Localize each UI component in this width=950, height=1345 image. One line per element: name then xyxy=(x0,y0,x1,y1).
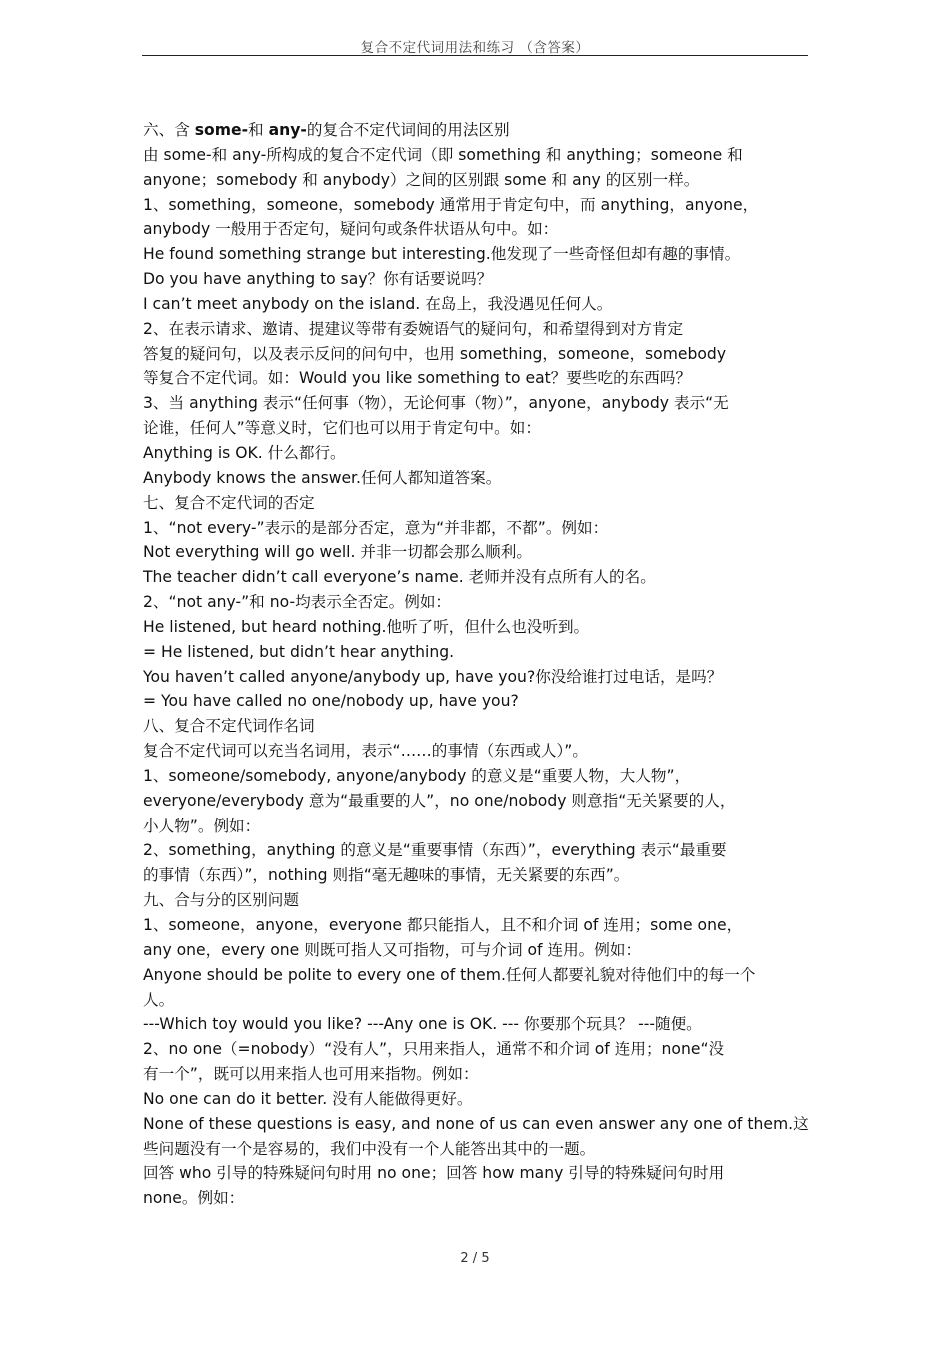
text-segment: 1、someone，anyone，everyone 都只能指人，且不和介词 of 连用；some one， xyxy=(143,916,743,934)
text-segment: Do you have anything to say？你有话要说吗？ xyxy=(143,270,493,289)
text-segment: = You have called no one/nobody up, have you? xyxy=(143,692,519,711)
text-segment: 1、something，someone，somebody 通常用于肯定句中，而 anything，anyone， xyxy=(143,195,759,214)
text-line xyxy=(143,764,811,789)
text-line xyxy=(143,838,811,863)
text-segment: The teacher didn’t call everyone’s name. 老师并没有点所有人的名。 xyxy=(143,568,656,587)
text-line xyxy=(143,516,811,541)
text-segment: 有一个”，既可以用来指人也可用来指物。例如： xyxy=(143,1065,479,1084)
text-segment: 六、含 xyxy=(143,121,195,139)
text-line xyxy=(143,1087,811,1112)
text-line xyxy=(143,615,811,640)
text-segment: Anyone should be polite to every one of them.任何人都要礼貌对待他们中的每一个 xyxy=(143,965,756,984)
text-segment: 和 xyxy=(248,121,269,139)
text-line xyxy=(143,466,811,491)
text-segment: any one，every one 则既可指人又可指物，可与介词 of 连用。例如： xyxy=(143,940,642,959)
text-line xyxy=(143,665,811,690)
text-line xyxy=(143,888,811,913)
text-line xyxy=(143,1012,811,1037)
text-line xyxy=(143,540,811,565)
text-segment: He listened, but heard nothing.他听了听，但什么也没听到。 xyxy=(143,617,590,636)
text-line xyxy=(143,143,811,168)
text-line xyxy=(143,193,811,218)
text-line xyxy=(143,217,811,242)
text-segment: I can’t meet anybody on the island. 在岛上，我没遇见任何人。 xyxy=(143,294,613,313)
text-segment: 些问题没有一个是容易的，我们中没有一个人能答出其中的一题。 xyxy=(143,1139,596,1158)
text-segment: Anybody knows the answer.任何人都知道答案。 xyxy=(143,468,502,487)
text-segment: 回答 who 引导的特殊疑问句时用 no one；回答 how many 引导的特殊疑问句时用 xyxy=(143,1164,725,1183)
text-segment: none。例如： xyxy=(143,1189,245,1208)
text-segment: 的复合不定代词间的用法区别 xyxy=(306,121,510,139)
text-line xyxy=(143,1112,811,1137)
text-line xyxy=(143,1037,811,1062)
text-line xyxy=(143,789,811,814)
text-segment: 由 some-和 any-所构成的复合不定代词（即 something 和 anything；someone 和 xyxy=(143,145,743,164)
text-segment: You haven’t called anyone/anybody up, have you?你没给谁打过电话，是吗？ xyxy=(143,667,723,686)
text-segment: 八、复合不定代词作名词 xyxy=(143,717,315,736)
text-line xyxy=(143,913,811,938)
text-line xyxy=(143,1062,811,1087)
bold-term: some- xyxy=(194,121,249,139)
text-line xyxy=(143,640,811,665)
text-line xyxy=(143,938,811,963)
text-segment: No one can do it better. 没有人能做得更好。 xyxy=(143,1089,473,1108)
text-segment: 1、someone/somebody, anyone/anybody 的意义是“重要人物，大人物”， xyxy=(143,766,691,785)
text-line xyxy=(143,366,811,391)
text-line xyxy=(143,988,811,1013)
text-line xyxy=(143,317,811,342)
text-line xyxy=(143,863,811,888)
text-segment: ---Which toy would you like? ---Any one is OK. --- 你要那个玩具？ ---随便。 xyxy=(143,1015,702,1034)
text-line xyxy=(143,267,811,292)
text-segment: anyone；somebody 和 anybody）之间的区别跟 some 和 any 的区别一样。 xyxy=(143,170,700,189)
text-line xyxy=(143,342,811,367)
text-line xyxy=(143,491,811,516)
text-segment: anybody 一般用于否定句，疑问句或条件状语从句中。如： xyxy=(143,220,559,239)
text-segment: 2、something，anything 的意义是“重要事情（东西）”，everything 表示“最重要 xyxy=(143,841,727,860)
text-line xyxy=(143,1137,811,1162)
header-divider xyxy=(142,55,808,56)
text-segment: 的事情（东西）”，nothing 则指“毫无趣味的事情，无关紧要的东西”。 xyxy=(143,866,630,885)
text-line xyxy=(143,168,811,193)
page-header-title: 复合不定代词用法和练习 （含答案） xyxy=(360,40,590,56)
text-segment: 1、“not every-”表示的是部分否定，意为“并非都，不都”。例如： xyxy=(143,518,609,537)
text-line xyxy=(143,242,811,267)
text-segment: None of these questions is easy, and none of us can even answer any one of them.这 xyxy=(143,1114,809,1133)
text-line xyxy=(143,739,811,764)
text-segment: = He listened, but didn’t hear anything. xyxy=(143,642,455,661)
bold-term: any- xyxy=(268,121,307,139)
text-segment: Not everything will go well. 并非一切都会那么顺利。 xyxy=(143,543,532,562)
text-line xyxy=(143,391,811,416)
text-segment: 答复的疑问句，以及表示反问的问句中，也用 something，someone，somebody xyxy=(143,344,727,363)
text-segment: everyone/everybody 意为“最重要的人”，no one/nobody 则意指“无关紧要的人， xyxy=(143,791,736,810)
text-segment: 2、no one（=nobody）“没有人”，只用来指人，通常不和介词 of 连用；none“没 xyxy=(143,1040,725,1059)
text-line xyxy=(143,441,811,466)
text-line xyxy=(143,689,811,714)
text-segment: 论谁，任何人”等意义时，它们也可以用于肯定句中。如： xyxy=(143,419,541,438)
text-line xyxy=(143,1161,811,1186)
text-line xyxy=(143,118,811,143)
text-line xyxy=(143,814,811,839)
text-segment: 3、当 anything 表示“任何事（物），无论何事（物）”，anyone，anybody 表示“无 xyxy=(143,394,729,413)
text-line xyxy=(143,963,811,988)
text-segment: He found something strange but interesting.他发现了一些奇怪但却有趣的事情。 xyxy=(143,245,741,264)
text-line xyxy=(143,416,811,441)
text-line xyxy=(143,565,811,590)
text-segment: Anything is OK. 什么都行。 xyxy=(143,443,346,462)
text-segment: 小人物”。例如： xyxy=(143,816,261,835)
text-segment: 2、“not any-”和 no-均表示全否定。例如： xyxy=(143,593,452,612)
text-line xyxy=(143,590,811,615)
text-line xyxy=(143,1186,811,1211)
text-line xyxy=(143,714,811,739)
document-body xyxy=(143,118,811,1211)
page-number: 2 / 5 xyxy=(460,1251,490,1266)
text-segment: 2、在表示请求、邀请、提建议等带有委婉语气的疑问句，和希望得到对方肯定 xyxy=(143,319,684,338)
text-segment: 九、合与分的区别问题 xyxy=(143,891,299,910)
text-segment: 等复合不定代词。如：Would you like something to eat？要些吃的东西吗？ xyxy=(143,369,692,388)
text-line xyxy=(143,292,811,317)
text-segment: 七、复合不定代词的否定 xyxy=(143,493,315,512)
text-segment: 复合不定代词可以充当名词用，表示“……的事情（东西或人）”。 xyxy=(143,742,588,761)
text-segment: 人。 xyxy=(143,990,175,1009)
